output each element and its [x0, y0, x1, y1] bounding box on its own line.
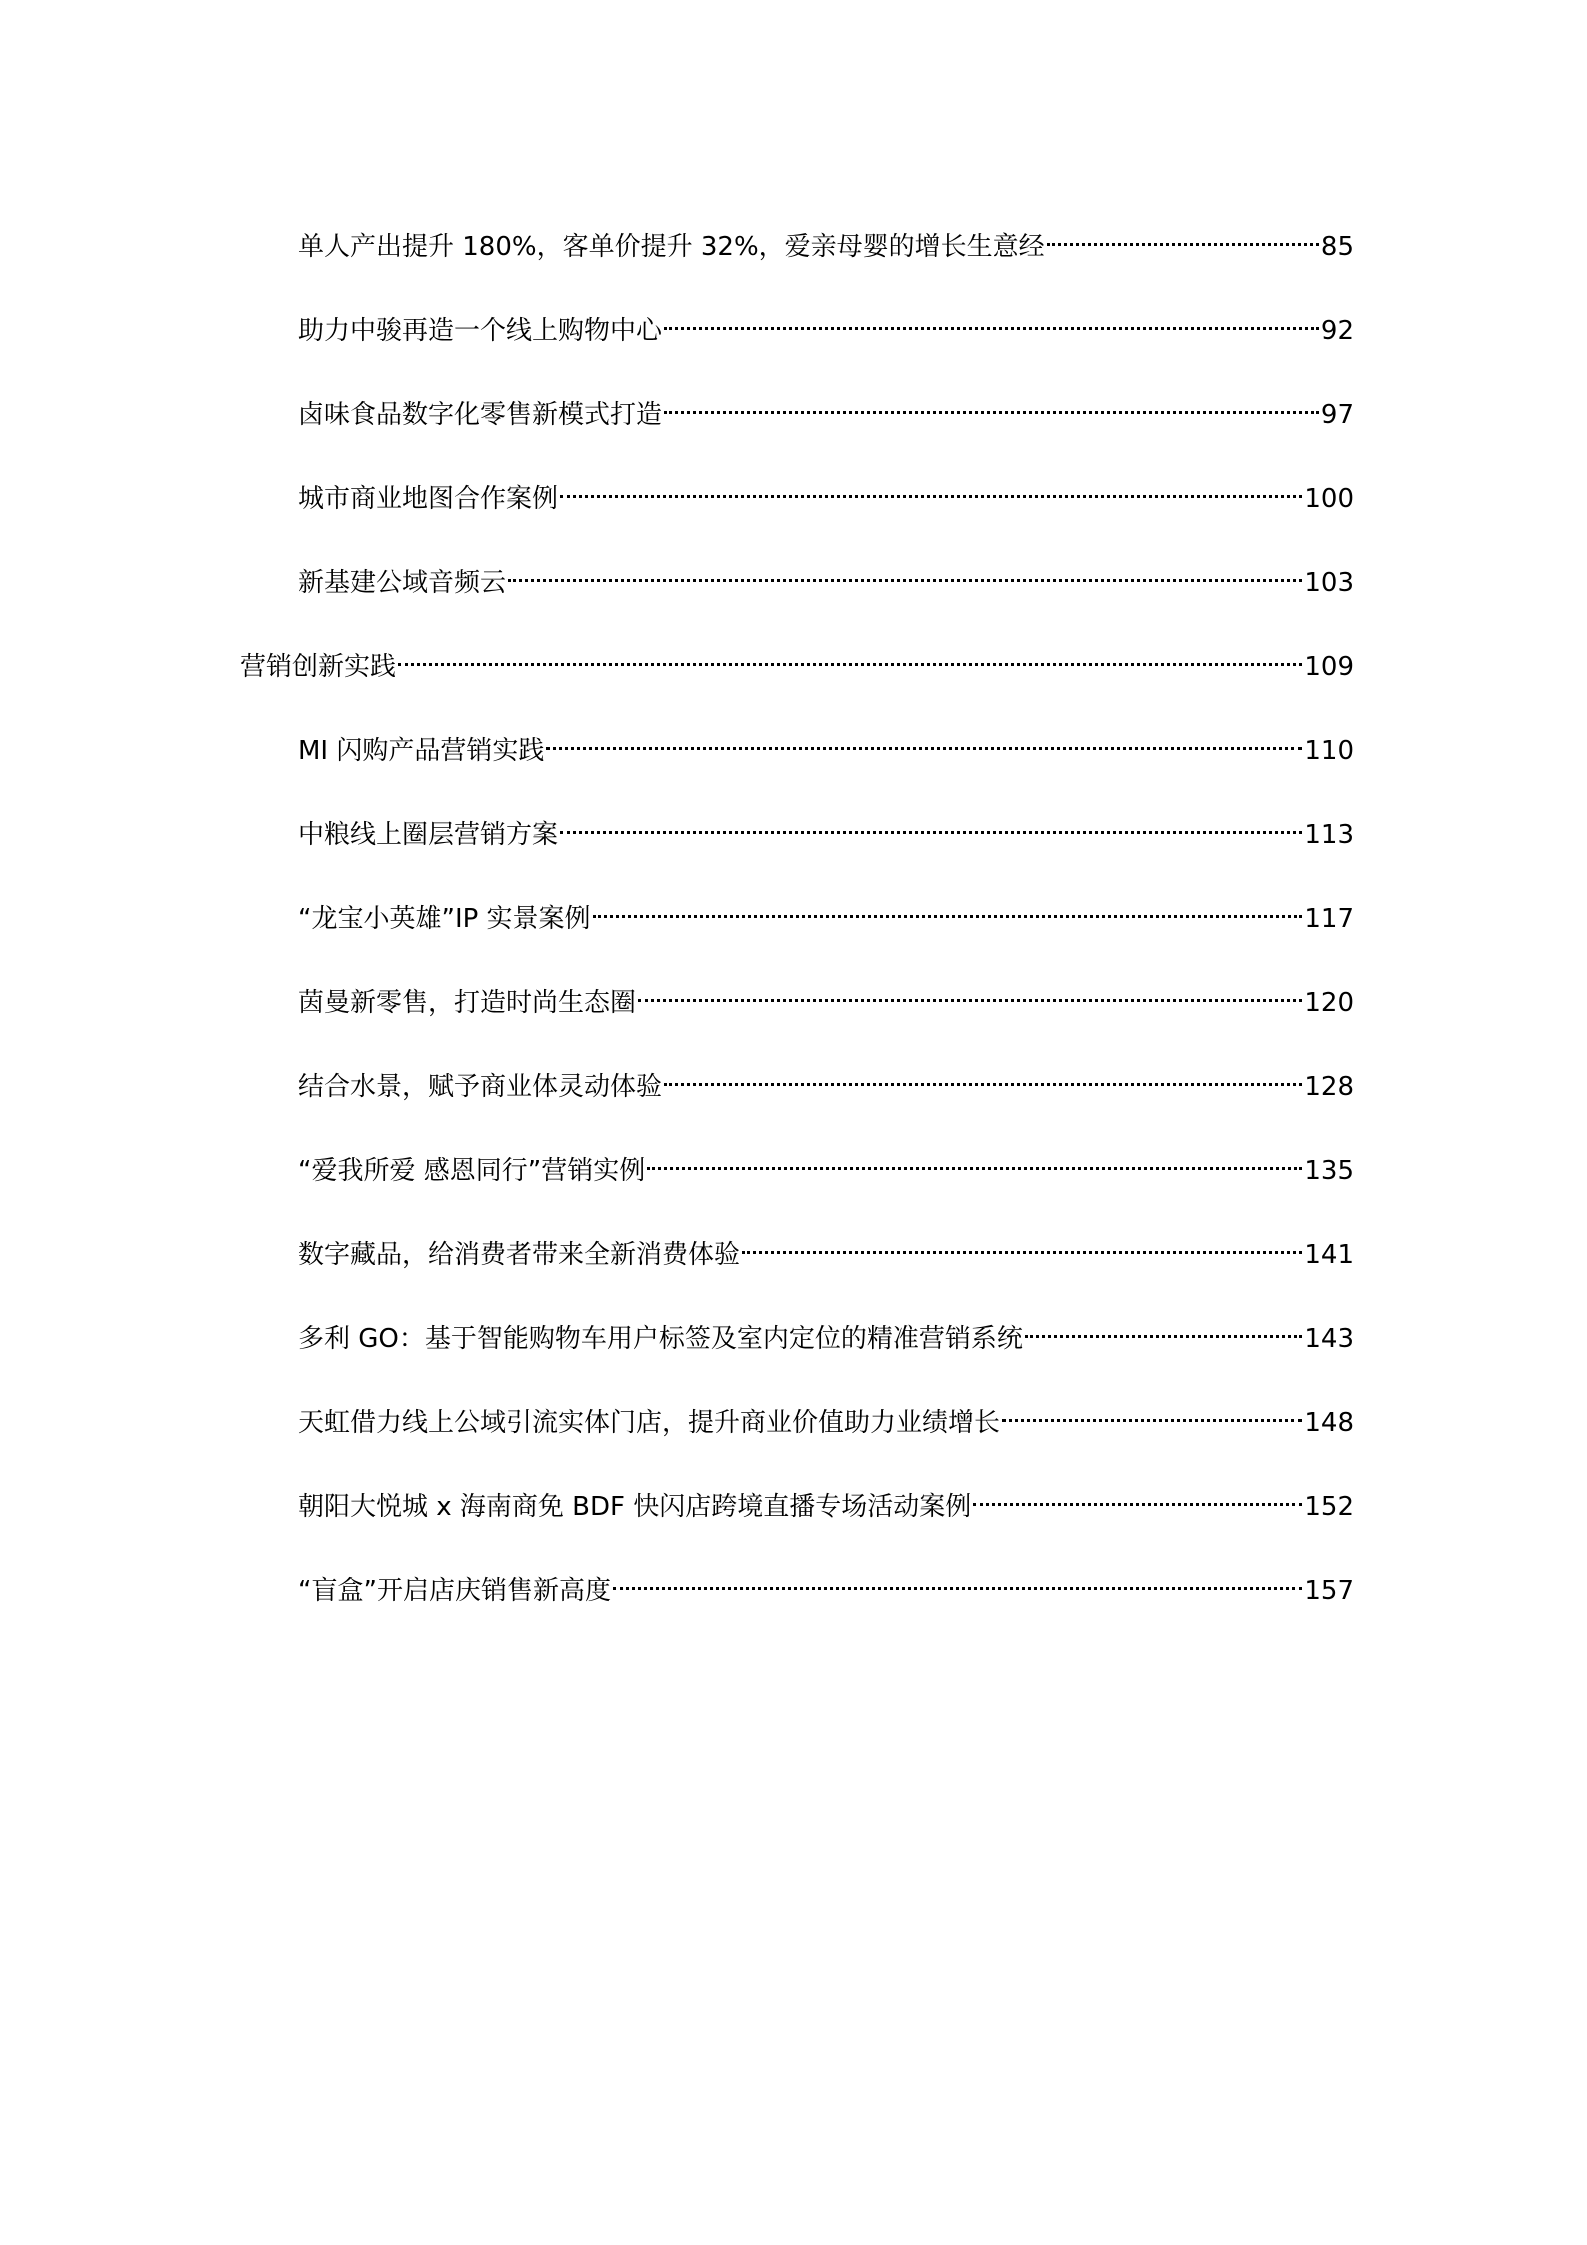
toc-entry[interactable]: [298, 1391, 1354, 1438]
toc-entry-page: 120: [1304, 988, 1354, 1018]
toc-entry[interactable]: [298, 1223, 1354, 1270]
toc-entry[interactable]: [298, 467, 1354, 514]
toc-entry[interactable]: [298, 299, 1354, 346]
toc-dot-leader: [560, 803, 1302, 843]
toc-entry[interactable]: [298, 719, 1354, 766]
toc-entry-page: 103: [1304, 568, 1354, 598]
toc-entry-page: 100: [1304, 484, 1354, 514]
toc-entry-page: 141: [1304, 1240, 1354, 1270]
toc-dot-leader: [742, 1223, 1302, 1263]
toc-entry-page: 157: [1304, 1576, 1354, 1606]
toc-entry-title: “龙宝小英雄”IP 实景案例: [298, 904, 591, 934]
toc-entry[interactable]: [298, 1055, 1354, 1102]
toc-dot-leader: [546, 719, 1302, 759]
toc-section-title: 营销创新实践: [240, 652, 397, 682]
toc-entry-title: 朝阳大悦城 x 海南商免 BDF 快闪店跨境直播专场活动案例: [298, 1492, 972, 1522]
toc-entry-page: 152: [1304, 1492, 1354, 1522]
toc-entry-title: 数字藏品，给消费者带来全新消费体验: [298, 1240, 741, 1270]
toc-entry[interactable]: [298, 1139, 1354, 1186]
toc-entry-title: 多利 GO：基于智能购物车用户标签及室内定位的精准营销系统: [298, 1324, 1023, 1354]
toc-entry[interactable]: [298, 1475, 1354, 1522]
toc-entry[interactable]: [298, 887, 1354, 934]
toc-entry-title: 单人产出提升 180%，客单价提升 32%，爱亲母婴的增长生意经: [298, 232, 1045, 262]
toc-dot-leader: [973, 1475, 1302, 1515]
toc-entry-page: 110: [1304, 736, 1354, 766]
toc-entry-page: 128: [1304, 1072, 1354, 1102]
toc-entry-page: 135: [1304, 1156, 1354, 1186]
toc-dot-leader: [398, 635, 1302, 675]
toc-section-entry[interactable]: [240, 635, 1354, 682]
toc-dot-leader: [638, 971, 1302, 1011]
toc-dot-leader: [593, 887, 1303, 927]
toc-entry[interactable]: [298, 1307, 1354, 1354]
toc-entry-page: 148: [1304, 1408, 1354, 1438]
toc-entry-page: 113: [1304, 820, 1354, 850]
toc-entry-page: 143: [1304, 1324, 1354, 1354]
toc-entry[interactable]: [298, 803, 1354, 850]
toc-dot-leader: [1025, 1307, 1302, 1347]
toc-entry-title: “爱我所爱 感恩同行”营销实例: [298, 1156, 646, 1186]
toc-entry-title: 中粮线上圈层营销方案: [298, 820, 559, 850]
toc-dot-leader: [1047, 215, 1319, 255]
toc-entry[interactable]: [298, 551, 1354, 598]
toc-dot-leader: [1002, 1391, 1302, 1431]
toc-entry-title: 新基建公域音频云: [298, 568, 507, 598]
toc-entry-title: 结合水景，赋予商业体灵动体验: [298, 1072, 663, 1102]
toc-entry-page: 109: [1304, 652, 1354, 682]
toc-entry-title: 卤味食品数字化零售新模式打造: [298, 400, 663, 430]
toc-entry[interactable]: [298, 971, 1354, 1018]
toc-entry-title: 天虹借力线上公域引流实体门店，提升商业价值助力业绩增长: [298, 1408, 1001, 1438]
toc-dot-leader: [647, 1139, 1302, 1179]
toc-entry-title: 茵曼新零售，打造时尚生态圈: [298, 988, 637, 1018]
toc-entry-title: 助力中骏再造一个线上购物中心: [298, 316, 663, 346]
toc-dot-leader: [664, 299, 1319, 339]
toc-entry[interactable]: [298, 383, 1354, 430]
toc-entry[interactable]: [298, 1559, 1354, 1606]
toc-entry-page: 97: [1320, 400, 1354, 430]
toc-dot-leader: [664, 1055, 1302, 1095]
toc-entry[interactable]: [298, 215, 1354, 262]
toc-entry-title: “盲盒”开启店庆销售新高度: [298, 1576, 611, 1606]
toc-dot-leader: [664, 383, 1319, 423]
toc-entry-title: 城市商业地图合作案例: [298, 484, 559, 514]
toc-dot-leader: [560, 467, 1302, 507]
toc-entry-page: 85: [1320, 232, 1354, 262]
toc-dot-leader: [508, 551, 1302, 591]
toc-entry-page: 92: [1320, 316, 1354, 346]
toc-entry-title: MI 闪购产品营销实践: [298, 736, 545, 766]
toc-entry-page: 117: [1304, 904, 1354, 934]
toc-dot-leader: [613, 1559, 1302, 1599]
